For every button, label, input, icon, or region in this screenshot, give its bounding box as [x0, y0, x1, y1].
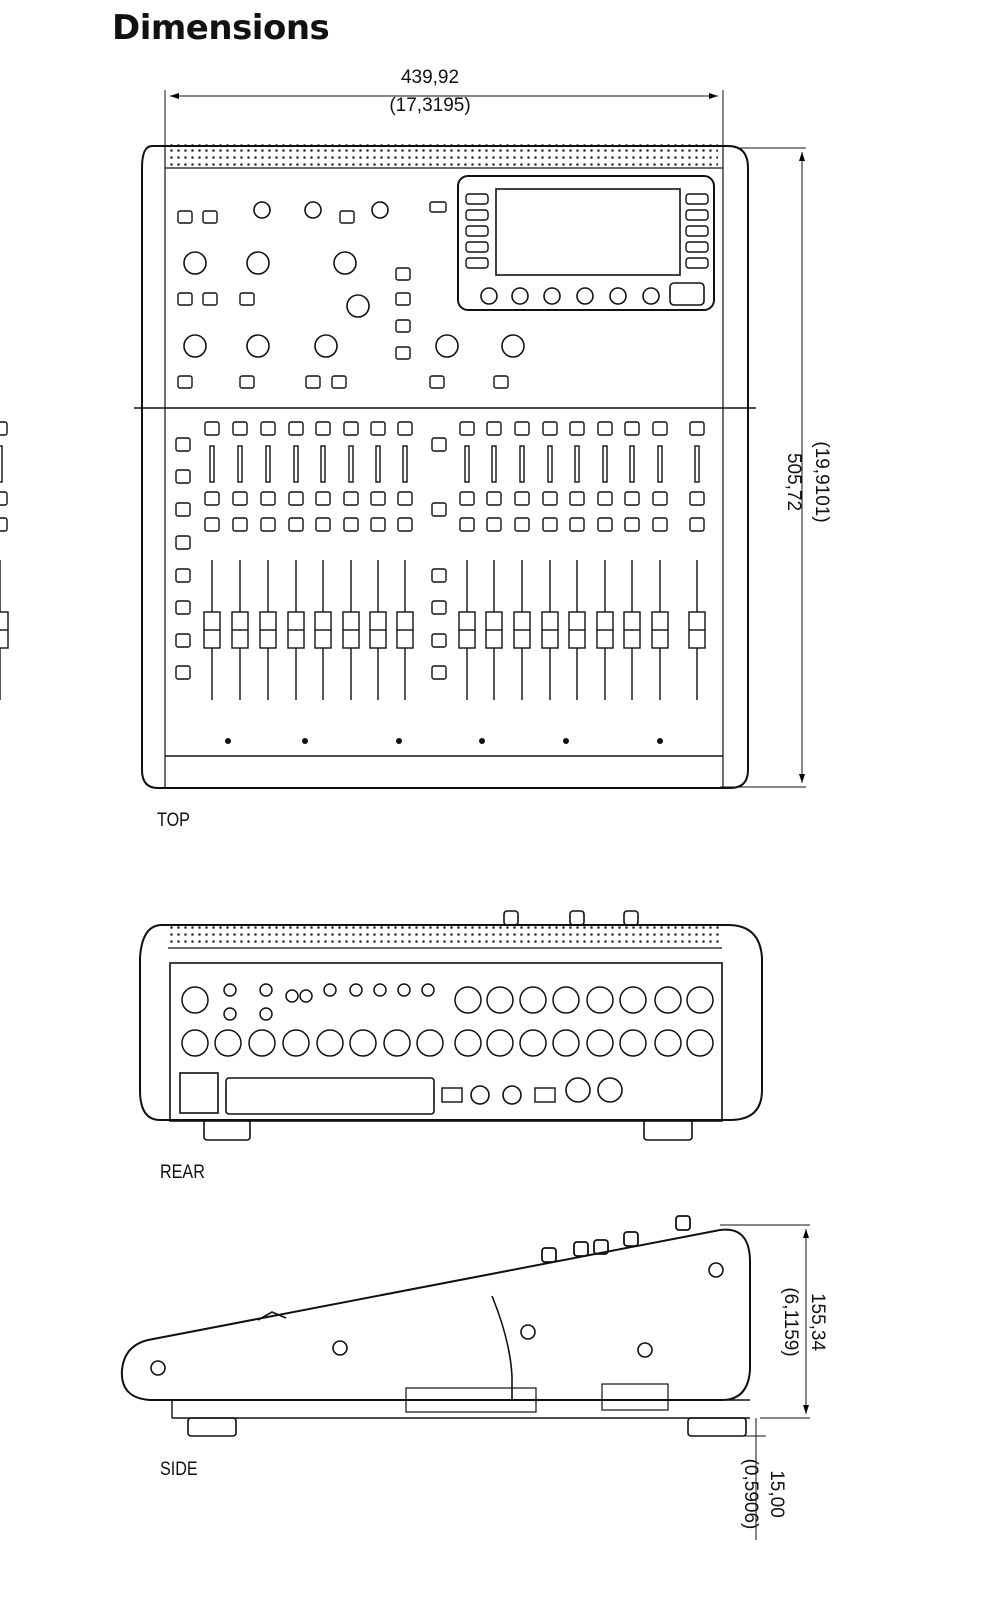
side-view-label: SIDE: [160, 1459, 198, 1480]
rear-view-label: REAR: [160, 1162, 205, 1183]
top-view: [0, 90, 806, 788]
width-in-label: (17,3195): [389, 95, 471, 116]
width-mm-label: 439,92: [400, 67, 460, 88]
height-mm-label: 155,34: [807, 1292, 828, 1352]
fader-bank: [0, 422, 705, 700]
foot-mm-label: 15,00: [766, 1470, 787, 1518]
top-outline: [142, 146, 748, 788]
page-title: Dimensions: [112, 8, 330, 48]
height-in-label: (6,1159): [780, 1287, 801, 1357]
foot-in-label: (0,5906): [740, 1458, 761, 1530]
side-view: [122, 1216, 810, 1540]
depth-in-label: (19,9101): [811, 441, 832, 523]
top-view-label: TOP: [157, 810, 190, 831]
depth-mm-label: 505,72: [783, 452, 804, 512]
rear-view: [140, 911, 762, 1140]
